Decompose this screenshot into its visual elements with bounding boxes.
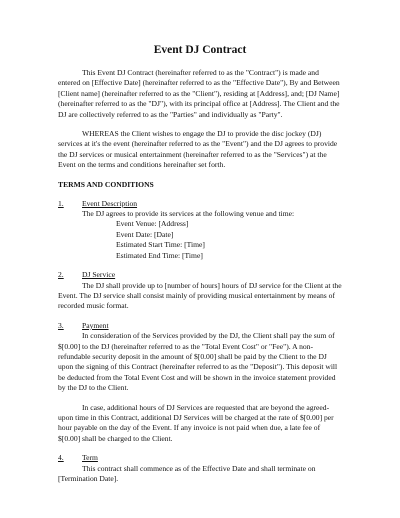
event-end-time: Estimated End Time: [Time] bbox=[116, 250, 203, 260]
section-title-event-description bbox=[58, 199, 342, 209]
section-name: DJ Service bbox=[82, 270, 116, 280]
whereas-paragraph: WHEREAS the Client wishes to engage the DJ to provide the disc jockey (DJ) services at it's the event (hereinafter referred to as the "Event") and the DJ agrees to provide the DJ services or musical entertainment (hereinafter referred to as the "Services") at the Event on the terms and conditions hereinafter set forth. bbox=[58, 129, 338, 170]
section-body-additional: In case, additional hours of DJ Services are requested that are beyond the agreed-upon time in this Contract, additional DJ Services will be charged at the rate of $[0.00] per hour payable on the day of the Event. If any invoice is not paid when due, a late fee of $[0.00] shall be charged to the Client. bbox=[58, 402, 334, 443]
section-body: This contract shall commence as of the Effective Date and shall terminate on [Termination Date]. bbox=[58, 463, 316, 483]
event-start-time: Estimated Start Time: [Time] bbox=[116, 240, 205, 250]
section-number: 1. bbox=[58, 198, 64, 208]
section-name: Term bbox=[82, 453, 98, 463]
section-body: The DJ shall provide up to [number of hours] hours of DJ service for the Client at the Event. The DJ service shall consist mainly of providing musical entertainment by means of recorded music format. bbox=[58, 280, 342, 311]
section-name: Event Description bbox=[82, 198, 138, 208]
section-name: Payment bbox=[82, 320, 109, 330]
section-number: 3. bbox=[58, 320, 64, 330]
document-title: Event DJ Contract bbox=[153, 44, 247, 56]
event-date: Event Date: [Date] bbox=[116, 229, 174, 239]
section-title-payment bbox=[58, 321, 342, 331]
section-body: The DJ agrees to provide its services at the following venue and time: bbox=[82, 209, 295, 219]
section-number: 2. bbox=[58, 270, 64, 280]
section-title-dj-service bbox=[58, 270, 342, 280]
terms-heading: TERMS AND CONDITIONS bbox=[58, 179, 154, 189]
event-venue: Event Venue: [Address] bbox=[116, 219, 189, 229]
section-title-term bbox=[58, 453, 342, 463]
intro-paragraph: This Event DJ Contract (hereinafter referred to as the "Contract") is made and entered on [Effective Date] (hereinafter referred to as the "Effective Date"), By and Between [Client name] (hereinafter referred to as the "Client"), residing at [Address], and; [DJ Name] (hereinafter referred to as the "DJ"), with its principal office at [Address]. The Client and the DJ are collectively referred to as the "Parties" and individually as "Party". bbox=[58, 68, 340, 119]
section-number: 4. bbox=[58, 453, 64, 463]
section-body: In consideration of the Services provided by the DJ, the Client shall pay the sum of $[0.00] to the DJ (hereinafter referred to as the "Total Event Cost" or "Fee"). A non-refundable security deposit in the amount of $[0.00] shall be paid by the Client to the DJ upon the signing of this Contract (hereinafter referred to as the "Deposit"). This deposit will be deducted from the Total Event Cost and will be shown in the invoice statement provided by the DJ to the Client. bbox=[58, 331, 338, 393]
